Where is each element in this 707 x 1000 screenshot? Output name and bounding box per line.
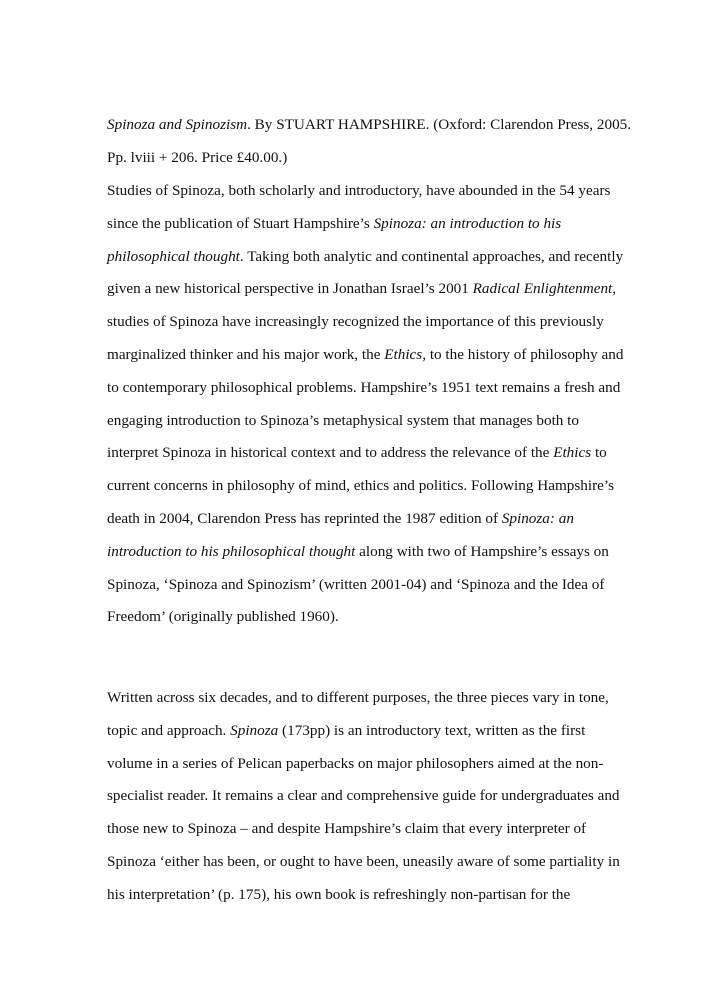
paragraph-1-line [107,214,561,234]
text-segment: Written across six decades, and to different purposes, the three pieces vary in tone, [107,689,609,706]
text-segment: Freedom’ (originally published 1960). [107,608,339,626]
text-segment: (173pp) is an introductory text, written as the first [278,721,586,739]
text-segment: specialist reader. It remains a clear and comprehensive guide for undergraduates and [107,787,620,805]
book-title: Spinoza and Spinozism [107,116,248,133]
text-segment: studies of Spinoza have increasingly recognized the importance of this previously [107,313,604,331]
text-segment: given a new historical perspective in Jonathan Israel’s 2001 [107,280,473,298]
text-segment: since the publication of Stuart Hampshire’s [107,214,374,232]
paragraph-2-line [107,721,585,741]
review-heading-line-1 [107,115,631,135]
book-citation: . By STUART HAMPSHIRE. (Oxford: Clarendon Press, 2005. [247,116,632,133]
paragraph-1-line [107,378,620,398]
text-segment: volume in a series of Pelican paperbacks on major philosophers aimed at the non- [107,754,604,772]
text-segment: interpret Spinoza in historical context and to address the relevance of the [107,444,554,462]
paragraph-1-line [107,607,339,627]
text-segment: his interpretation’ (p. 175), his own book is refreshingly non-partisan for the [107,885,571,903]
paragraph-2-line [107,819,586,839]
text-segment: , [612,280,617,298]
text-segment: to [591,444,607,462]
paragraph-2-line [107,885,570,905]
paragraph-2-line [107,688,609,708]
italic-text: Radical Enlightenment [472,280,613,298]
italic-text: philosophical thought [107,247,240,265]
paragraph-1-line [107,279,616,299]
text-segment: . Taking both analytic and continental approaches, and recently [239,247,624,265]
text-segment: along with two of Hampshire’s essays on [355,542,609,560]
italic-text: Spinoza [230,721,279,739]
italic-text: Spinoza: an [501,510,574,527]
text-segment: to contemporary philosophical problems. Hampshire’s 1951 text remains a fresh and [107,378,621,396]
paragraph-1-line [107,181,610,201]
text-segment: Spinoza ‘either has been, or ought to have been, uneasily aware of some partiality in [107,853,620,870]
paragraph-1-line [107,509,574,529]
review-heading-line-2 [107,148,287,168]
text-segment: Spinoza, ‘Spinoza and Spinozism’ (written 2001-04) and ‘Spinoza and the Idea of [107,575,605,593]
text-segment: current concerns in philosophy of mind, ethics and politics. Following Hampshire’s [107,477,615,495]
italic-text: introduction to his philosophical thought [107,542,356,560]
paragraph-1-line [107,411,579,431]
paragraph-1-line [107,312,604,332]
italic-text: Ethics [553,444,592,462]
paragraph-1-line [107,345,623,365]
paragraph-1-line [107,247,623,267]
paragraph-2-line [107,754,603,774]
text-segment: , to the history of philosophy and [422,346,624,363]
italic-text: Ethics [384,346,423,363]
text-segment: Studies of Spinoza, both scholarly and introductory, have abounded in the 54 years [107,182,611,199]
paragraph-1-line [107,575,604,595]
paragraph-1-line [107,542,609,562]
text-segment: those new to Spinoza – and despite Hampshire’s claim that every interpreter of [107,820,587,838]
paragraph-2-line [107,852,620,872]
paragraph-2-line [107,786,620,806]
paragraph-1-line [107,443,607,463]
text-segment: marginalized thinker and his major work, the [107,346,385,363]
italic-text: Spinoza: an introduction to his [373,214,562,232]
paragraph-1-line [107,476,614,496]
text-segment: engaging introduction to Spinoza’s metaphysical system that manages both to [107,411,579,429]
text-segment: death in 2004, Clarendon Press has reprinted the 1987 edition of [107,510,502,527]
book-pages-price: Pp. lviii + 206. Price £40.00.) [107,149,288,166]
text-segment: topic and approach. [107,721,231,739]
